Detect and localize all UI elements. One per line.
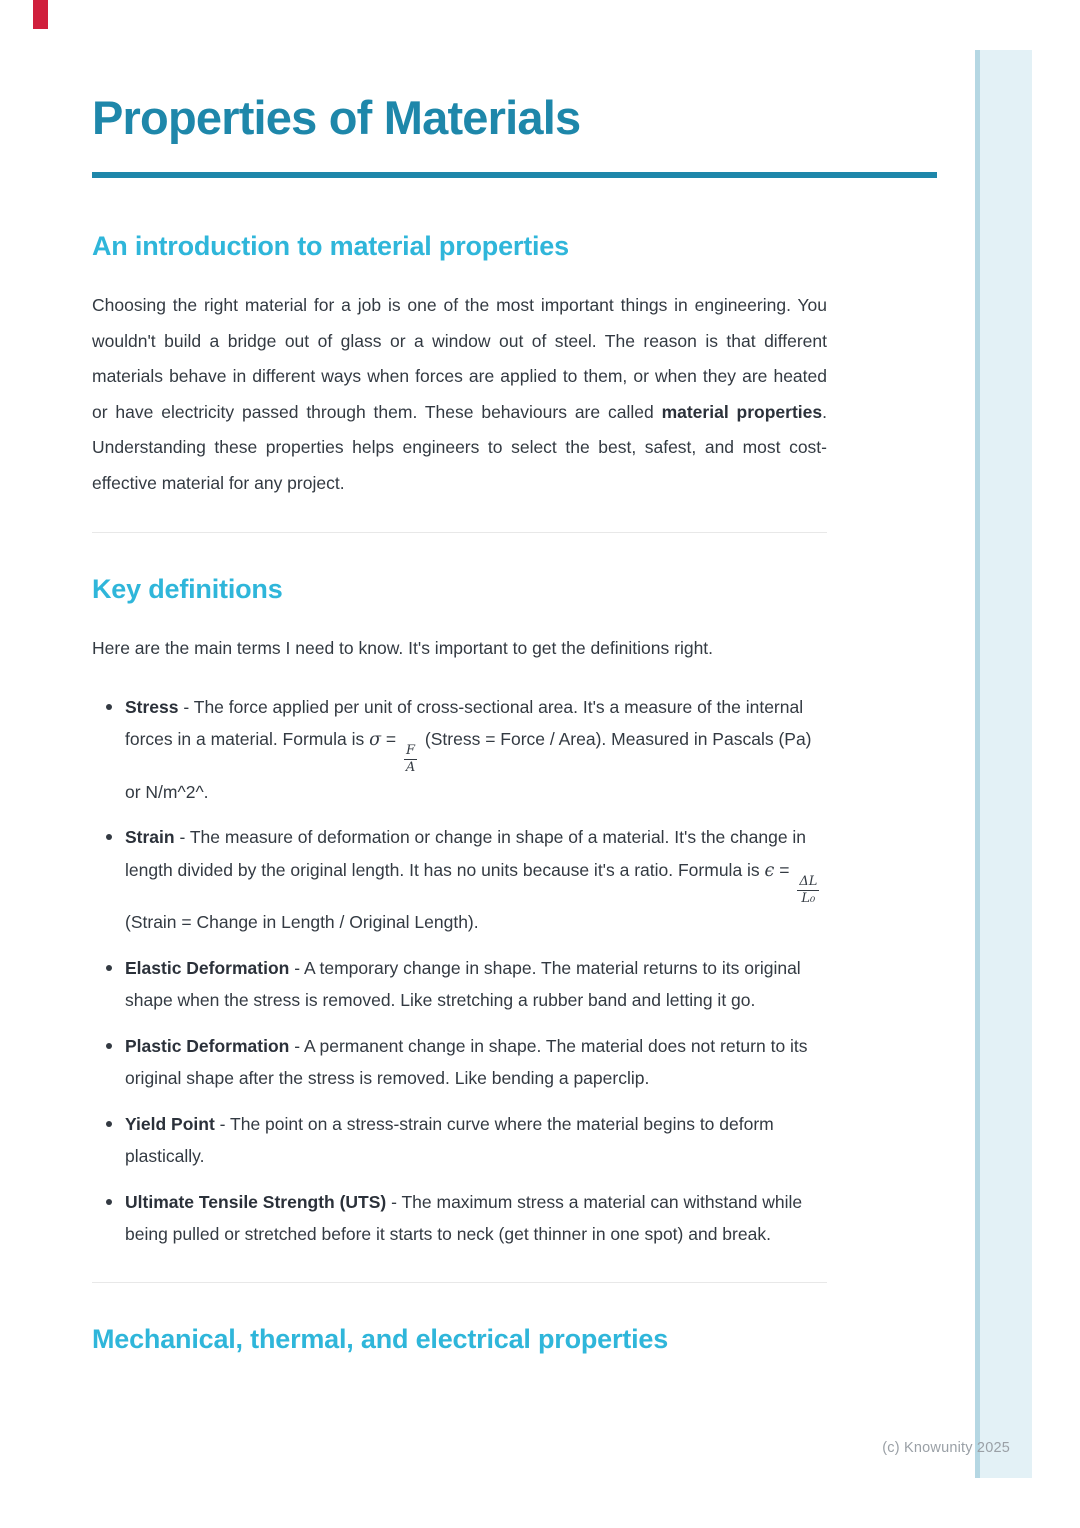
watermark: (c) Knowunity 2025	[882, 1440, 1010, 1456]
document-page	[92, 0, 937, 1355]
section-intro	[92, 230, 937, 533]
section-divider	[92, 532, 827, 533]
definitions-list	[92, 691, 827, 1251]
document-body	[92, 230, 937, 1355]
definition-item: Stress - The force applied per unit of cross-sectional area. It's a measure of the internal forces in a material. Formula is σ = $\frac{F}{A}$ (Stress = Force / Area). Measured in Pascals (Pa) or N/m^2^.	[92, 691, 827, 809]
page-edge-bar	[975, 50, 1032, 1478]
section-divider	[92, 1282, 827, 1283]
math-symbol: σ	[369, 730, 382, 750]
key-term: Plastic Deformation	[125, 1035, 290, 1056]
definition-item: Strain - The measure of deformation or change in shape of a material. It's the change in length divided by the original length. It has no units because it's a ratio. Formula is ϵ = $\frac{\Delta L}{\text{L₀}}$ (Strain = Change in Length / Original Length).	[92, 821, 827, 939]
math-symbol: ϵ	[764, 860, 775, 881]
key-term: Strain	[125, 827, 175, 848]
section-heading: Key definitions	[92, 574, 283, 604]
key-term: Stress	[125, 696, 179, 717]
definition-item: Plastic Deformation - A permanent change in shape. The material does not return to its original shape after the stress is removed. Like bending a paperclip.	[92, 1030, 827, 1095]
math-fraction: $\frac{\Delta L}{\text{L₀}}$	[799, 873, 818, 906]
section-key-definitions	[92, 573, 937, 1283]
key-term: Yield Point	[125, 1113, 215, 1134]
key-term: Elastic Deformation	[125, 957, 290, 978]
key-term: Ultimate Tensile Strength (UTS)	[125, 1191, 387, 1212]
section-heading: An introduction to material properties	[92, 231, 569, 261]
definition-item: Yield Point - The point on a stress-strain curve where the material begins to deform plastically.	[92, 1108, 827, 1173]
red-ribbon-marker	[33, 0, 48, 29]
definition-item: Ultimate Tensile Strength (UTS) - The maximum stress a material can withstand while being pulled or stretched before it starts to neck (get thinner in one spot) and break.	[92, 1186, 827, 1251]
section-mechanical-thermal-electrical	[92, 1323, 937, 1355]
page-title: Properties of Materials	[92, 91, 581, 144]
title-underline-rule	[92, 172, 937, 178]
definition-item: Elastic Deformation - A temporary change in shape. The material returns to its original shape when the stress is removed. Like stretching a rubber band and letting it go.	[92, 952, 827, 1017]
section-heading: Mechanical, thermal, and electrical properties	[92, 1323, 669, 1354]
key-term: material properties	[661, 401, 823, 422]
paragraph: Choosing the right material for a job is one of the most important things in engineering. You wouldn't build a bridge out of glass or a window out of steel. The reason is that different materials behave in different ways when forces are applied to them, or when they are heated or have electricity passed through them. These behaviours are called material properties. Understanding these properties helps engineers to select the best, safest, and most cost-effective material for any project.	[92, 295, 827, 493]
paragraph: Here are the main terms I need to know. It's important to get the definitions right.	[92, 638, 714, 658]
math-fraction: $\frac{F}{A}$	[405, 743, 416, 776]
